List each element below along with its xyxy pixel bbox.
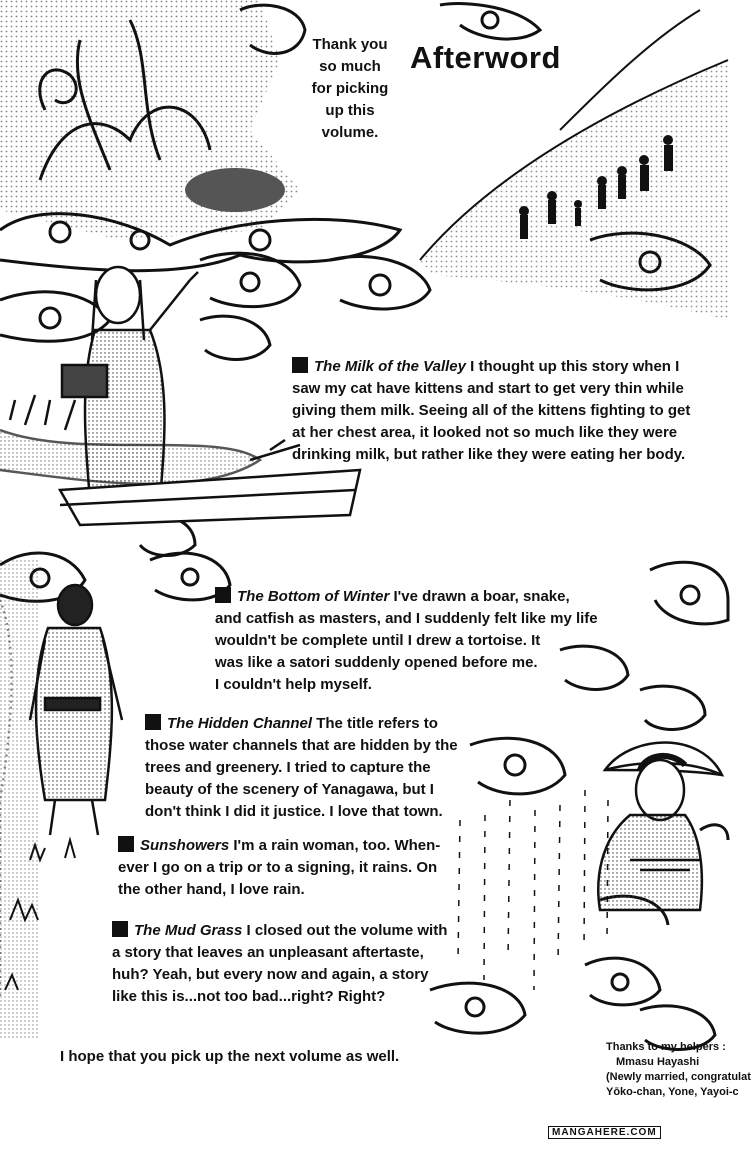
note-line: don't think I did it justice. I love that town. [145,803,443,820]
note-line: giving them milk. Seeing all of the kittens fighting to get [292,402,691,419]
note-bottom-of-winter [215,586,635,696]
note-line: ever I go on a trip or to a signing, it rains. On [118,859,438,876]
bullet-square-icon [215,587,231,603]
note-line: The title refers to [316,715,438,732]
helpers-credits [606,1040,751,1100]
helpers-line: (Newly married, congratulat [606,1071,751,1083]
thanks-line: Thank you [312,36,388,53]
note-line: huh? Yeah, but every now and again, a story [112,966,429,983]
closing-line: I hope that you pick up the next volume as well. [60,1048,400,1065]
note-line: wouldn't be complete until I drew a tortoise. It [215,632,541,649]
thanks-line: up this [325,102,375,119]
page-title: Afterword [410,40,561,75]
note-line: was like a satori suddenly opened before me. [215,654,538,671]
note-line: I closed out the volume with [246,922,448,939]
bullet-square-icon [145,714,161,730]
thanks-line: for picking [311,80,389,97]
note-line: drinking milk, but rather like they were eating her body. [292,446,686,463]
note-line: at her chest area, it looked not so much like they were [292,424,678,441]
note-line: I couldn't help myself. [215,676,372,693]
note-line: and catfish as masters, and I suddenly felt like my life [215,610,598,627]
note-line: those water channels that are hidden by the [145,737,458,754]
note-story-title: The Hidden Channel [167,715,313,732]
note-line: I've drawn a boar, snake, [393,588,570,605]
helpers-line: Mmasu Hayashi [616,1056,700,1068]
watermark: MANGAHERE.COM [548,1126,661,1139]
thanks-note [300,34,400,144]
note-line: a story that leaves an unpleasant aftertaste, [112,944,424,961]
bullet-square-icon [118,836,134,852]
note-line: trees and greenery. I tried to capture the [145,759,431,776]
thanks-line: volume. [321,124,379,141]
helpers-line: Thanks to my helpers : [606,1041,726,1053]
note-story-title: The Mud Grass [134,922,243,939]
note-line: beauty of the scenery of Yanagawa, but I [145,781,434,798]
note-hidden-channel [145,713,475,823]
note-milk-of-the-valley [292,356,732,466]
man-walking [0,560,122,1040]
note-line: the other hand, I love rain. [118,881,305,898]
bullet-square-icon [112,921,128,937]
rain-streaks [458,790,608,990]
note-line: saw my cat have kittens and start to get very thin while [292,380,684,397]
bullet-square-icon [292,357,308,373]
note-sunshowers [118,835,458,901]
helpers-line: Yōko-chan, Yone, Yayoi-c [606,1086,739,1098]
thanks-line: so much [319,58,381,75]
note-line: I'm a rain woman, too. When- [233,837,441,854]
note-line: I thought up this story when I [470,358,680,375]
note-mud-grass [112,920,462,1008]
note-story-title: The Milk of the Valley [314,358,466,375]
note-story-title: The Bottom of Winter [237,588,390,605]
note-line: like this is...not too bad...right? Right? [112,988,386,1005]
top-left-foliage [0,0,300,240]
note-story-title: Sunshowers [140,837,230,854]
